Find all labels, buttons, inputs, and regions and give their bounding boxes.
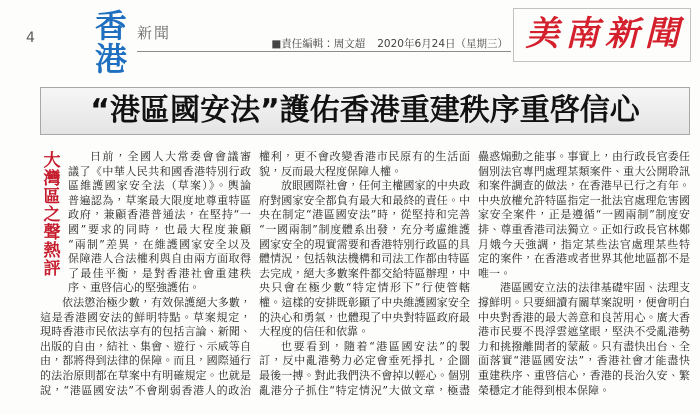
text-line: 榮穩定才能得到根本保障。: [478, 383, 610, 397]
text-line: 的法治原則都在草案中有明確規定。也就是: [40, 368, 251, 382]
text-line: 央只會在極少數“特定情形下”行使管轄: [259, 281, 470, 295]
text-line: 依法懲治極少數，有效保護絕大多數，: [62, 295, 251, 309]
text-line: 港市民要不畏浮雲遮望眼，堅決不受亂港勢: [478, 325, 690, 339]
text-line: 定的案件，在香港或者世界其他地區都不是: [478, 252, 690, 266]
text-line: 家安全案件，正是遵循“一國兩制”制度安: [478, 208, 690, 222]
text-line: 序、重啓信心的堅強護佑。: [68, 281, 200, 295]
issue-date: 2020年6月24日（星期三）: [377, 38, 508, 50]
article-column: [478, 150, 690, 398]
text-line: “兩制”差異，在維護國家安全以及: [68, 237, 251, 251]
section-title: 香港: [94, 7, 127, 78]
text-line: 大程度的信任和依靠。: [259, 325, 369, 339]
text-line: 訂，反中亂港勢力必定會垂死掙扎，企圖: [259, 354, 470, 368]
editor-credit: ■責任編輯：周文超: [271, 38, 366, 50]
text-line: 中央對香港的最大善意和良苦用心。廣大香: [478, 310, 690, 324]
text-line: “一國兩制”制度體系出發，充分考慮維護: [259, 222, 470, 236]
text-line: 去完成，絕大多數案件都交給特區辦理，中: [259, 266, 470, 280]
text-line: 的決心和勇氣，也體現了中央對特區政府最: [259, 310, 470, 324]
masthead-logo: 美南新聞: [513, 8, 691, 62]
article-column: [259, 150, 470, 398]
text-line: 撐鮮明。只要細讀有關草案說明，便會明白: [478, 295, 690, 309]
text-line: 國”要求的同時，也最大程度兼顧: [68, 222, 251, 236]
text-line: 由，都將得到法律的保障。而且，國際通行: [40, 354, 251, 368]
text-line: 區維護國家安全法（草案）》。輿論: [68, 179, 251, 193]
page-number: 4: [26, 30, 35, 46]
text-line: 貌，反而最大程度保障人權。: [259, 164, 402, 178]
header-rule: [137, 51, 511, 52]
text-line: 和案件調查的做法，在香港早已行之有年。: [478, 179, 690, 193]
article-column: [40, 150, 251, 398]
column-tag: 大灣區之聲熱評: [43, 151, 61, 279]
text-line: 這是香港國安法的鮮明特點。草案規定，: [40, 310, 251, 324]
text-line: 說，“港區國安法”不會削弱香港人的政治: [40, 383, 251, 397]
text-line: 了最佳平衡，是對香港社會重建秩: [68, 266, 251, 280]
text-line: 出版的自由，結社、集會、遊行、示威等自: [40, 339, 251, 353]
text-line: 力和挑撥離間者的蒙蔽。只有盡快出台、全: [478, 339, 690, 353]
text-line: 蠱惑煽動之能事。事實上，由行政長官委任: [478, 150, 690, 163]
text-line: 權。這樣的安排既彰顯了中央維護國家安全: [259, 295, 470, 309]
text-line: 最後一搏。對此我們決不會掉以輕心。個別: [259, 368, 470, 382]
text-line: 議了《中華人民共和國香港特別行政: [68, 164, 251, 178]
text-line: 個別法官專門處理某類案件、重大公開聆訊: [478, 164, 690, 178]
text-line: 府對國家安全都負有最大和最終的責任。中: [259, 193, 470, 207]
text-line: 普遍認為，草案最大限度地尊重特區: [68, 193, 251, 207]
text-line: 重建秩序、重啓信心，香港的長治久安、繁: [478, 368, 690, 382]
text-line: 亂港分子抓住“特定情況”大做文章，極盡: [259, 383, 470, 397]
headline: “港區國安法”護佑香港重建秩序重啓信心: [40, 87, 690, 135]
text-line: 權利，更不會改變香港市民原有的生活面: [259, 150, 470, 163]
text-line: 放眼國際社會，任何主權國家的中央政: [281, 179, 470, 193]
text-line: 面落實“港區國安法”，香港社會才能盡快: [478, 354, 690, 368]
text-line: 排、尊重香港司法獨立。正如行政長官林鄭: [478, 222, 690, 236]
section-subtitle: 新聞: [137, 24, 172, 42]
text-line: 現時香港市民依法享有的包括言論、新聞、: [40, 325, 251, 339]
text-line: 也要看到，隨着“港區國安法”的製: [281, 339, 470, 353]
text-line: 月娥今天強調，指定某些法官處理某些特: [478, 237, 690, 251]
text-line: 中央放權允許特區指定一批法官處理危害國: [478, 193, 690, 207]
text-line: 日前，全國人大常委會會議審: [90, 150, 251, 163]
byline: [246, 36, 508, 51]
text-line: 體情況，包括執法機構和司法工作都由特區: [259, 252, 470, 266]
text-line: 國家安全的現實需要和香港特別行政區的具: [259, 237, 470, 251]
text-line: 央在制定“港區國安法”時，從堅持和完善: [259, 208, 470, 222]
text-line: 港區國安立法的法律基礎牢固、法理支: [500, 281, 690, 295]
text-line: 唯一。: [478, 266, 511, 280]
text-line: 保障港人合法權利與自由兩方面取得: [68, 252, 251, 266]
text-line: 政府，兼顧香港普通法，在堅持“一: [68, 208, 251, 222]
